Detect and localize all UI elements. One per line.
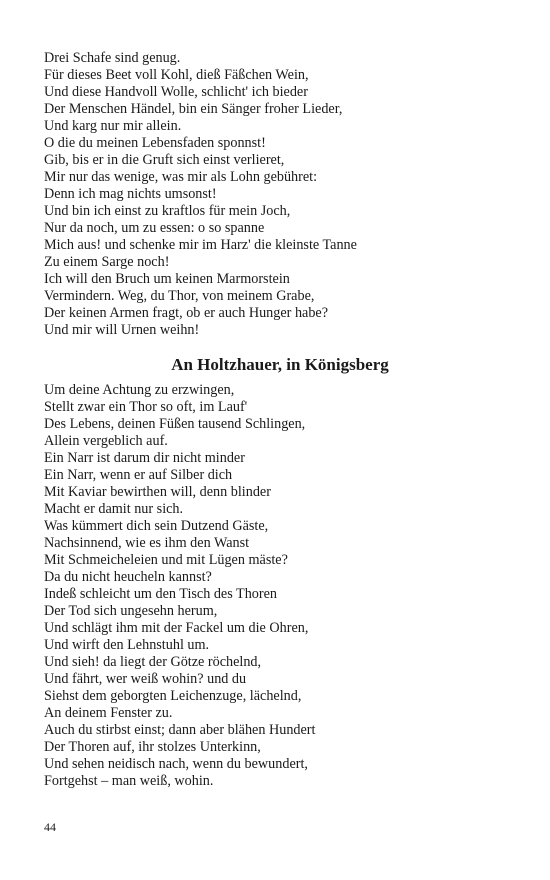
poem-line: Und bin ich einst zu kraftlos für mein Joch, bbox=[44, 203, 291, 219]
poem-line: Drei Schafe sind genug. bbox=[44, 50, 181, 66]
poem-line: Denn ich mag nichts umsonst! bbox=[44, 186, 217, 202]
poem-line: O die du meinen Lebensfaden sponnst! bbox=[44, 135, 266, 151]
poem-line: Siehst dem geborgten Leichenzuge, lächelnd, bbox=[44, 688, 302, 704]
poem-line: Mit Schmeicheleien und mit Lügen mäste? bbox=[44, 552, 288, 568]
poem-line: Nachsinnend, wie es ihm den Wanst bbox=[44, 535, 250, 551]
poem-line: Um deine Achtung zu erzwingen, bbox=[44, 382, 235, 398]
poem-line: Fortgehst – man weiß, wohin. bbox=[44, 773, 214, 789]
poem-line: Für dieses Beet voll Kohl, dieß Fäßchen Wein, bbox=[44, 67, 309, 83]
poem-line: Und fährt, wer weiß wohin? und du bbox=[44, 671, 247, 687]
poem-line: Der Thoren auf, ihr stolzes Unterkinn, bbox=[44, 739, 261, 755]
poem-line: Gib, bis er in die Gruft sich einst verlieret, bbox=[44, 152, 285, 168]
poem-line: Und sehen neidisch nach, wenn du bewundert, bbox=[44, 756, 308, 772]
page-content bbox=[44, 50, 514, 790]
poem-line: Allein vergeblich auf. bbox=[44, 433, 168, 449]
page-number: 44 bbox=[44, 820, 56, 834]
poem-line: Indeß schleicht um den Tisch des Thoren bbox=[44, 586, 278, 602]
poem-line: Zu einem Sarge noch! bbox=[44, 254, 170, 270]
poem-line: Mich aus! und schenke mir im Harz' die kleinste Tanne bbox=[44, 237, 357, 253]
poem-body bbox=[44, 382, 514, 790]
poem-line: Und diese Handvoll Wolle, schlicht' ich bieder bbox=[44, 84, 308, 100]
poem-line: An deinem Fenster zu. bbox=[44, 705, 173, 721]
poem-line: Mir nur das wenige, was mir als Lohn gebühret: bbox=[44, 169, 318, 185]
poem-line: Macht er damit nur sich. bbox=[44, 501, 184, 517]
poem-line: Der Menschen Händel, bin ein Sänger froher Lieder, bbox=[44, 101, 343, 117]
poem-line: Und mir will Urnen weihn! bbox=[44, 322, 200, 338]
poem-line: Stellt zwar ein Thor so oft, im Lauf' bbox=[44, 399, 248, 415]
poem-line: Was kümmert dich sein Dutzend Gäste, bbox=[44, 518, 269, 534]
poem-line: Auch du stirbst einst; dann aber blähen Hundert bbox=[44, 722, 316, 738]
poem-line: Des Lebens, deinen Füßen tausend Schlingen, bbox=[44, 416, 306, 432]
poem-line: Und sieh! da liegt der Götze röchelnd, bbox=[44, 654, 262, 670]
poem-line: Ein Narr ist darum dir nicht minder bbox=[44, 450, 245, 466]
poem-line: Der Tod sich ungesehn herum, bbox=[44, 603, 218, 619]
poem-line: Ein Narr, wenn er auf Silber dich bbox=[44, 467, 233, 483]
poem-continuation bbox=[44, 50, 514, 339]
poem-line: Und karg nur mir allein. bbox=[44, 118, 182, 134]
poem-line: Und schlägt ihm mit der Fackel um die Ohren, bbox=[44, 620, 309, 636]
poem-line: Mit Kaviar bewirthen will, denn blinder bbox=[44, 484, 271, 500]
poem-line: Ich will den Bruch um keinen Marmorstein bbox=[44, 271, 290, 287]
poem-title: An Holtzhauer, in Königsberg bbox=[171, 355, 389, 374]
poem-line: Und wirft den Lehnstuhl um. bbox=[44, 637, 210, 653]
poem-line: Vermindern. Weg, du Thor, von meinem Grabe, bbox=[44, 288, 315, 304]
poem-line: Der keinen Armen fragt, ob er auch Hunger habe? bbox=[44, 305, 329, 321]
poem-line: Nur da noch, um zu essen: o so spanne bbox=[44, 220, 265, 236]
poem-line: Da du nicht heucheln kannst? bbox=[44, 569, 212, 585]
